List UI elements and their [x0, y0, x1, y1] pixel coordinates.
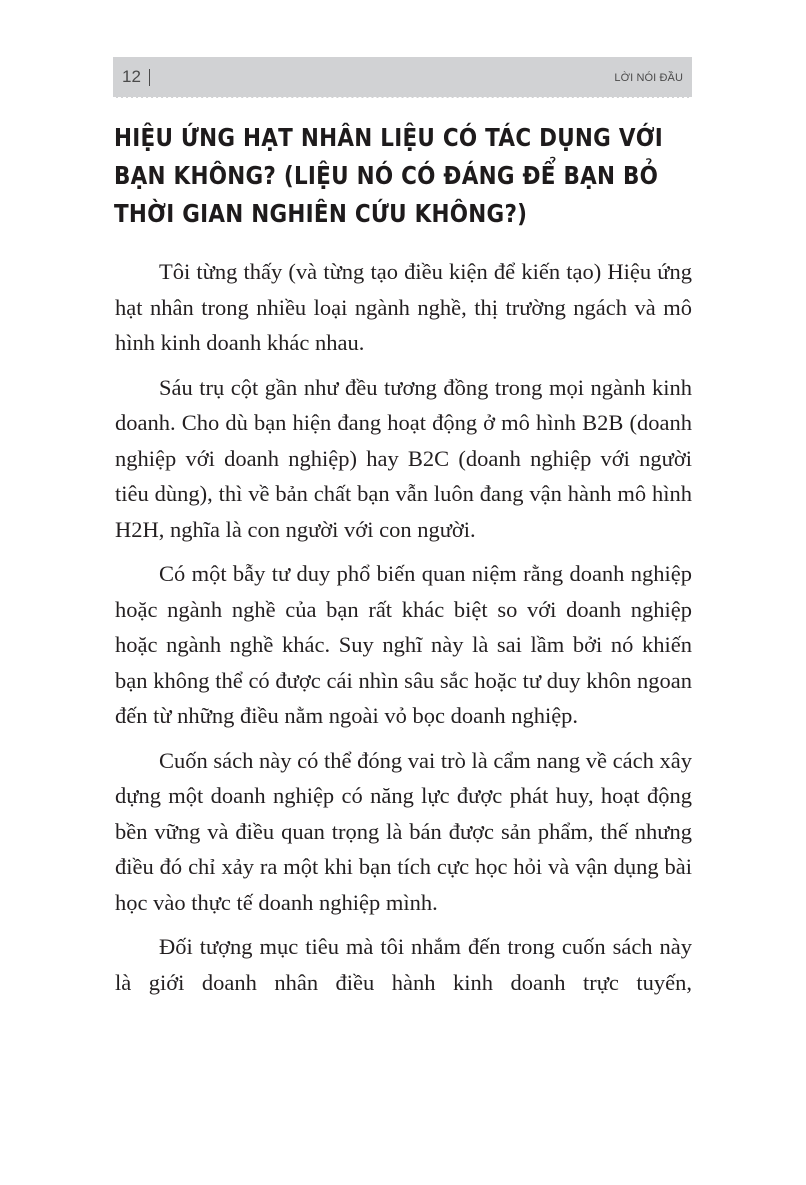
header-divider: [149, 69, 150, 86]
running-header: [113, 57, 692, 98]
paragraph: Tôi từng thấy (và từng tạo điều kiện để kiến tạo) Hiệu ứng hạt nhân trong nhiều loại ngành nghề, thị trường ngách và mô hình kinh doanh khác nhau.: [115, 259, 692, 355]
body-text: [115, 254, 692, 1009]
section-heading: HIỆU ỨNG HẠT NHÂN LIỆU CÓ TÁC DỤNG VỚI BẠN KHÔNG? (LIỆU NÓ CÓ ĐÁNG ĐỂ BẠN BỎ THỜI GIAN NGHIÊN CỨU KHÔNG?): [114, 123, 664, 228]
chapter-name: LỜI NÓI ĐẦU: [614, 72, 683, 84]
paragraph: Cuốn sách này có thể đóng vai trò là cẩm nang về cách xây dựng một doanh nghiệp có năng lực được phát huy, hoạt động bền vững và điều quan trọng là bán được sản phẩm, thế nhưng điều đó chỉ xảy ra một khi bạn tích cực học hỏi và vận dụng bài học vào thực tế doanh nghiệp mình.: [115, 747, 692, 915]
paragraph: Có một bẫy tư duy phổ biến quan niệm rằng doanh nghiệp hoặc ngành nghề của bạn rất khác biệt so với doanh nghiệp hoặc ngành nghề khác. Suy nghĩ này là sai lầm bởi nó khiến bạn không thể có được cái nhìn sâu sắc hoặc tư duy khôn ngoan đến từ những điều nằm ngoài vỏ bọc doanh nghiệp.: [115, 561, 692, 728]
paragraph: Đối tượng mục tiêu mà tôi nhắm đến trong cuốn sách này là giới doanh nhân điều hành kinh doanh trực tuyến,: [115, 934, 692, 995]
page-number: 12: [122, 67, 141, 86]
paragraph: Sáu trụ cột gần như đều tương đồng trong mọi ngành kinh doanh. Cho dù bạn hiện đang hoạt động ở mô hình B2B (doanh nghiệp với doanh nghiệp) hay B2C (doanh nghiệp với người tiêu dùng), thì về bản chất bạn vẫn luôn đang vận hành mô hình H2H, nghĩa là con người với con người.: [115, 374, 692, 542]
